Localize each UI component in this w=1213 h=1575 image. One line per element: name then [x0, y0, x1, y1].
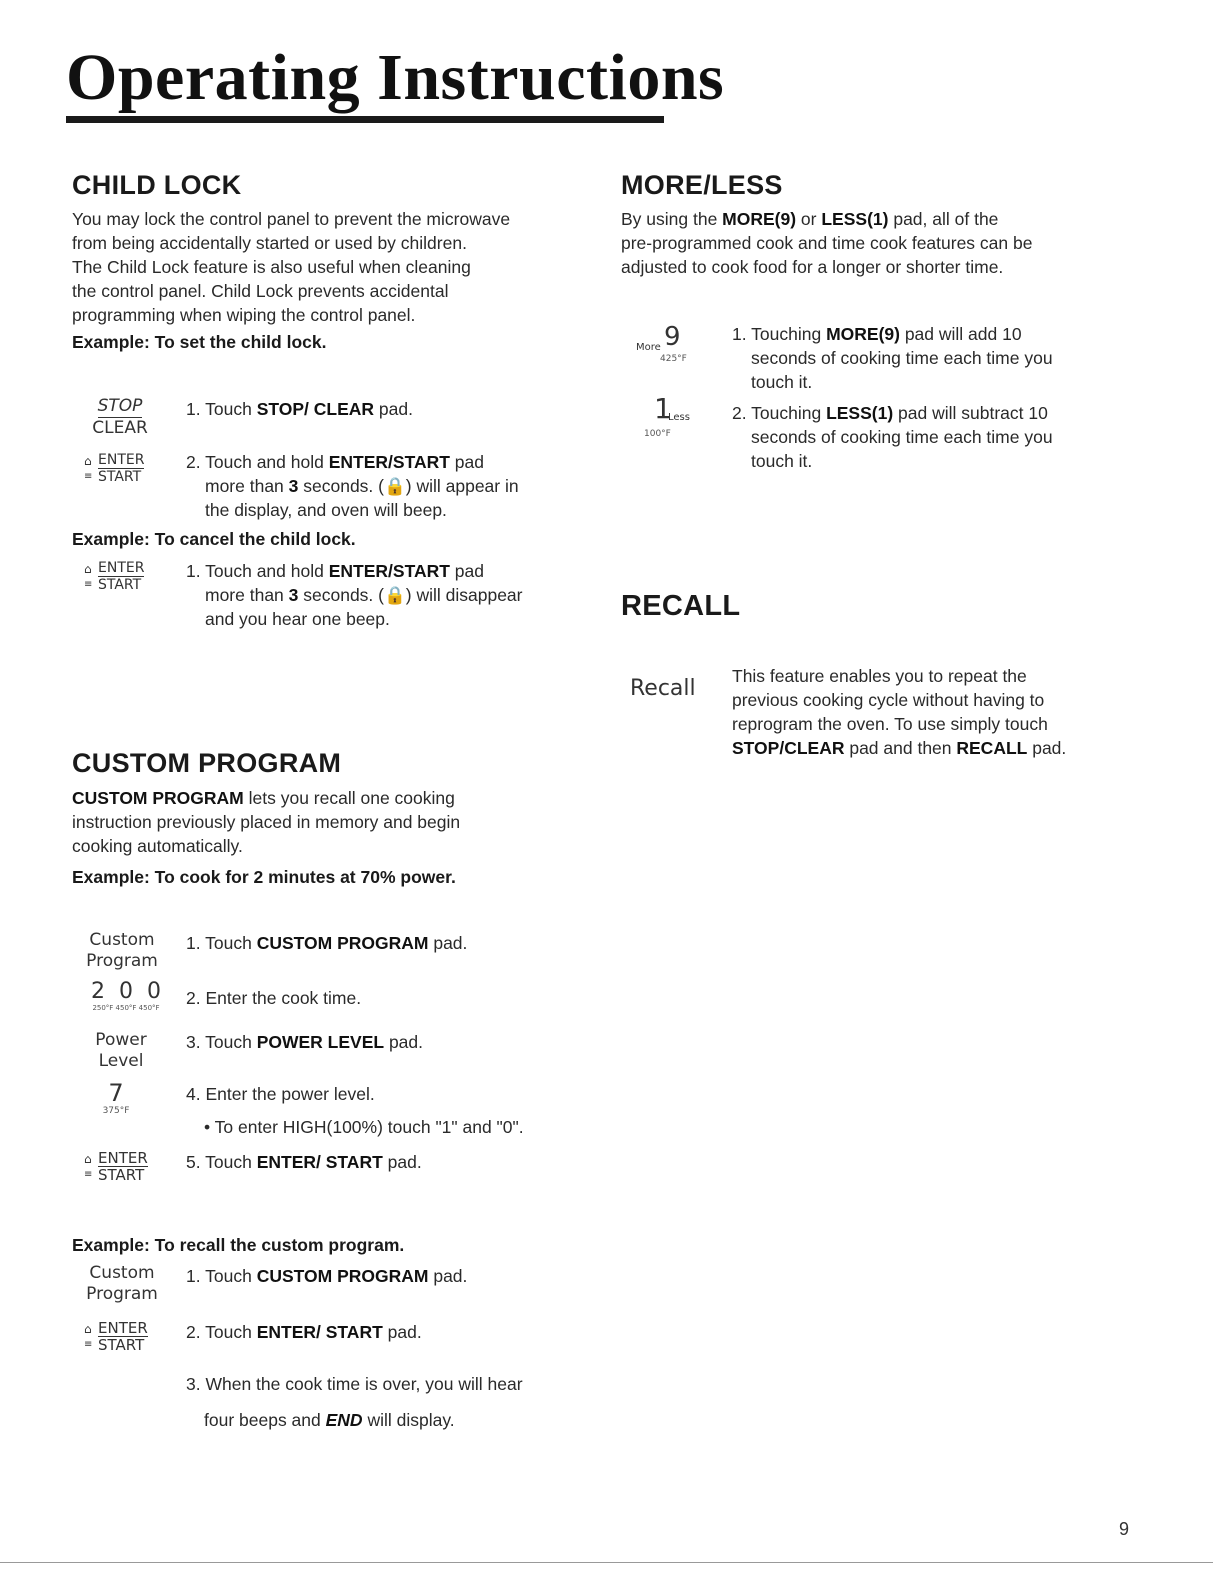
step-bold: ENTER/START	[328, 452, 450, 472]
pad-less-temp: 100°F	[644, 429, 671, 439]
pad-custom-label: Custom	[89, 930, 155, 950]
example-cancel-child-lock: Example: To cancel the child lock.	[72, 529, 356, 549]
bottom-rule	[0, 1562, 1213, 1563]
intro-bold: MORE(9)	[722, 209, 797, 229]
page-number: 9	[1118, 1519, 1129, 1539]
cook-step-2: 2. Enter the cook time.	[186, 988, 362, 1008]
step-bold: ENTER/ START	[256, 1152, 383, 1172]
cancel-step-1	[186, 559, 523, 631]
custom-program-intro	[72, 786, 592, 858]
step-text: four beeps and	[204, 1410, 326, 1430]
step-text: seconds of cooking time each time you	[751, 427, 1053, 447]
intro-text: pad, all of the	[888, 209, 999, 229]
pad-more-digit: 9	[664, 322, 681, 352]
example-recall-custom-program: Example: To recall the custom program.	[72, 1235, 405, 1255]
recall-bold: STOP/CLEAR	[732, 738, 845, 758]
enter-start-pad	[84, 452, 144, 485]
step-text: 1. Touch and hold	[186, 561, 329, 581]
step-bold: MORE(9)	[826, 324, 900, 344]
lines-icon: ≡	[84, 471, 92, 482]
step-text: 2. Touch and hold	[186, 452, 329, 472]
step-text: pad will add 10	[899, 324, 1022, 344]
child-lock-intro-line: programming when wiping the control panel.	[72, 305, 416, 325]
step-text: 2. Touching	[732, 403, 827, 423]
lock-icon: ⌂	[84, 562, 92, 576]
step-text: touch it.	[751, 372, 813, 392]
step-bold: STOP/ CLEAR	[256, 399, 375, 419]
pad-clear-label: CLEAR	[92, 418, 148, 438]
step-text: the display, and oven will beep.	[205, 500, 447, 520]
step-text: touch it.	[751, 451, 813, 471]
pad-program-label: Program	[86, 1284, 158, 1304]
child-lock-intro	[72, 207, 592, 327]
page-title: Operating Instructions	[66, 41, 725, 114]
child-lock-intro-line: from being accidentally started or used by children.	[72, 233, 467, 253]
more-less-intro	[621, 207, 1141, 279]
intro-text: adjusted to cook food for a longer or shorter time.	[621, 257, 1004, 277]
pad-less-digit: 1	[654, 392, 672, 425]
lines-icon: ≡	[84, 1339, 92, 1350]
recall-step-1	[186, 1264, 467, 1288]
step-text: 3. Touch	[186, 1032, 257, 1052]
recall-line: reprogram the oven. To use simply touch	[732, 714, 1048, 734]
step-text: 2. Touch	[186, 1322, 257, 1342]
set-step-1	[186, 397, 413, 421]
step-text: seconds of cooking time each time you	[751, 348, 1053, 368]
pad-enter-label: ENTER	[98, 452, 145, 468]
pad-enter-label: ENTER	[98, 1319, 148, 1337]
example-set-child-lock: Example: To set the child lock.	[72, 332, 327, 352]
pad-stop-label: STOP	[97, 396, 143, 416]
step-text: pad.	[382, 1322, 422, 1342]
digit-7-temp: 375°F	[102, 1106, 130, 1116]
digit-pad-7	[96, 1080, 136, 1116]
recall-step-2	[186, 1320, 422, 1344]
power-level-pad	[80, 1030, 162, 1072]
pad-program-label: Program	[86, 951, 158, 971]
step-bold: CUSTOM PROGRAM	[256, 1266, 429, 1286]
cook-step-5	[186, 1150, 422, 1174]
child-lock-intro-line: You may lock the control panel to prevent the microwave	[72, 209, 511, 229]
more-9-pad	[636, 320, 716, 370]
enter-start-pad	[84, 1320, 148, 1353]
less-step-2	[732, 401, 1053, 473]
recall-line: pad.	[1027, 738, 1067, 758]
step-text: seconds. (🔒) will appear in	[298, 476, 519, 496]
step-text: pad.	[384, 1032, 424, 1052]
enter-start-pad	[84, 1150, 148, 1183]
set-step-2	[186, 450, 519, 522]
recall-pad: Recall	[630, 676, 696, 701]
recall-bold: RECALL	[956, 738, 1028, 758]
step-text: 1. Touch	[186, 933, 257, 953]
step-text: 5. Touch	[186, 1152, 257, 1172]
step-text: will display.	[362, 1410, 455, 1430]
more-less-heading: MORE/LESS	[621, 170, 783, 200]
example-cook-2-minutes: Example: To cook for 2 minutes at 70% power.	[72, 867, 456, 887]
lock-icon: ⌂	[84, 1322, 92, 1336]
step-text: pad.	[374, 399, 413, 419]
digit-pads-200	[86, 980, 166, 1012]
step-text: seconds. (🔒) will disappear	[298, 585, 523, 605]
step-text: pad	[449, 561, 484, 581]
intro-text: or	[796, 209, 822, 229]
step-bold: END	[325, 1410, 363, 1430]
pad-start-label: START	[98, 577, 142, 593]
pad-power-label: Power	[95, 1030, 147, 1050]
pad-start-label: START	[98, 469, 142, 485]
pad-enter-label: ENTER	[98, 1149, 148, 1167]
cook-step-1	[186, 931, 467, 955]
recall-heading: RECALL	[621, 590, 741, 622]
child-lock-intro-line: The Child Lock feature is also useful when cleaning	[72, 257, 471, 277]
cook-step-4-note: • To enter HIGH(100%) touch "1" and "0".	[204, 1117, 524, 1137]
pad-start-label: START	[98, 1336, 145, 1354]
lock-icon: ⌂	[84, 454, 92, 468]
step-bold: ENTER/START	[328, 561, 450, 581]
step-text: more than	[205, 476, 289, 496]
step-bold: POWER LEVEL	[256, 1032, 385, 1052]
digit-temps: 250°F 450°F 450°F	[92, 1004, 160, 1012]
intro-bold: CUSTOM PROGRAM	[72, 788, 244, 808]
digits-label: 2 0 0	[91, 979, 161, 1004]
custom-program-pad	[76, 930, 168, 972]
intro-text: lets you recall one cooking	[243, 788, 455, 808]
step-bold: ENTER/ START	[256, 1322, 383, 1342]
lines-icon: ≡	[84, 1169, 92, 1180]
pad-start-label: START	[98, 1166, 145, 1184]
recall-line: This feature enables you to repeat the	[732, 666, 1027, 686]
stop-clear-pad	[80, 396, 160, 439]
lock-icon: ⌂	[84, 1152, 92, 1166]
step-bold: 3	[288, 585, 299, 605]
step-text: 1. Touch	[186, 1266, 257, 1286]
step-text: pad.	[382, 1152, 422, 1172]
pad-more-label: More	[636, 342, 661, 353]
step-text: pad.	[428, 1266, 468, 1286]
enter-start-pad	[84, 560, 144, 593]
pad-custom-label: Custom	[89, 1263, 155, 1283]
cook-step-4: 4. Enter the power level.	[186, 1084, 375, 1104]
recall-line: previous cooking cycle without having to	[732, 690, 1045, 710]
more-step-1	[732, 322, 1053, 394]
child-lock-intro-line: the control panel. Child Lock prevents accidental	[72, 281, 449, 301]
recall-text	[732, 664, 1192, 760]
intro-text: pre-programmed cook and time cook features can be	[621, 233, 1033, 253]
pad-less-label: Less	[668, 412, 690, 423]
custom-program-heading: CUSTOM PROGRAM	[72, 748, 342, 778]
step-bold: CUSTOM PROGRAM	[256, 933, 429, 953]
step-text: 1. Touch	[186, 399, 257, 419]
cook-step-3	[186, 1030, 423, 1054]
step-text: pad.	[428, 933, 468, 953]
pad-level-label: Level	[98, 1051, 144, 1071]
step-text: 1. Touching	[732, 324, 827, 344]
pad-more-temp: 425°F	[660, 354, 687, 364]
custom-program-pad	[76, 1263, 168, 1305]
step-text: and you hear one beep.	[205, 609, 390, 629]
intro-text: instruction previously placed in memory and begin	[72, 812, 461, 832]
title-underline	[66, 116, 664, 123]
less-1-pad	[642, 392, 722, 452]
intro-text: cooking automatically.	[72, 836, 243, 856]
step-text: pad	[449, 452, 484, 472]
pad-enter-label: ENTER	[98, 560, 145, 576]
step-bold: 3	[288, 476, 299, 496]
step-text: pad will subtract 10	[893, 403, 1048, 423]
recall-step-3: 3. When the cook time is over, you will hear	[186, 1374, 523, 1394]
intro-text: By using the	[621, 209, 723, 229]
recall-step-3-line2	[204, 1408, 455, 1432]
child-lock-heading: CHILD LOCK	[72, 170, 242, 200]
lines-icon: ≡	[84, 579, 92, 590]
intro-bold: LESS(1)	[821, 209, 889, 229]
recall-line: pad and then	[844, 738, 957, 758]
step-text: more than	[205, 585, 289, 605]
digit-7-label: 7	[108, 1079, 124, 1107]
step-bold: LESS(1)	[826, 403, 894, 423]
